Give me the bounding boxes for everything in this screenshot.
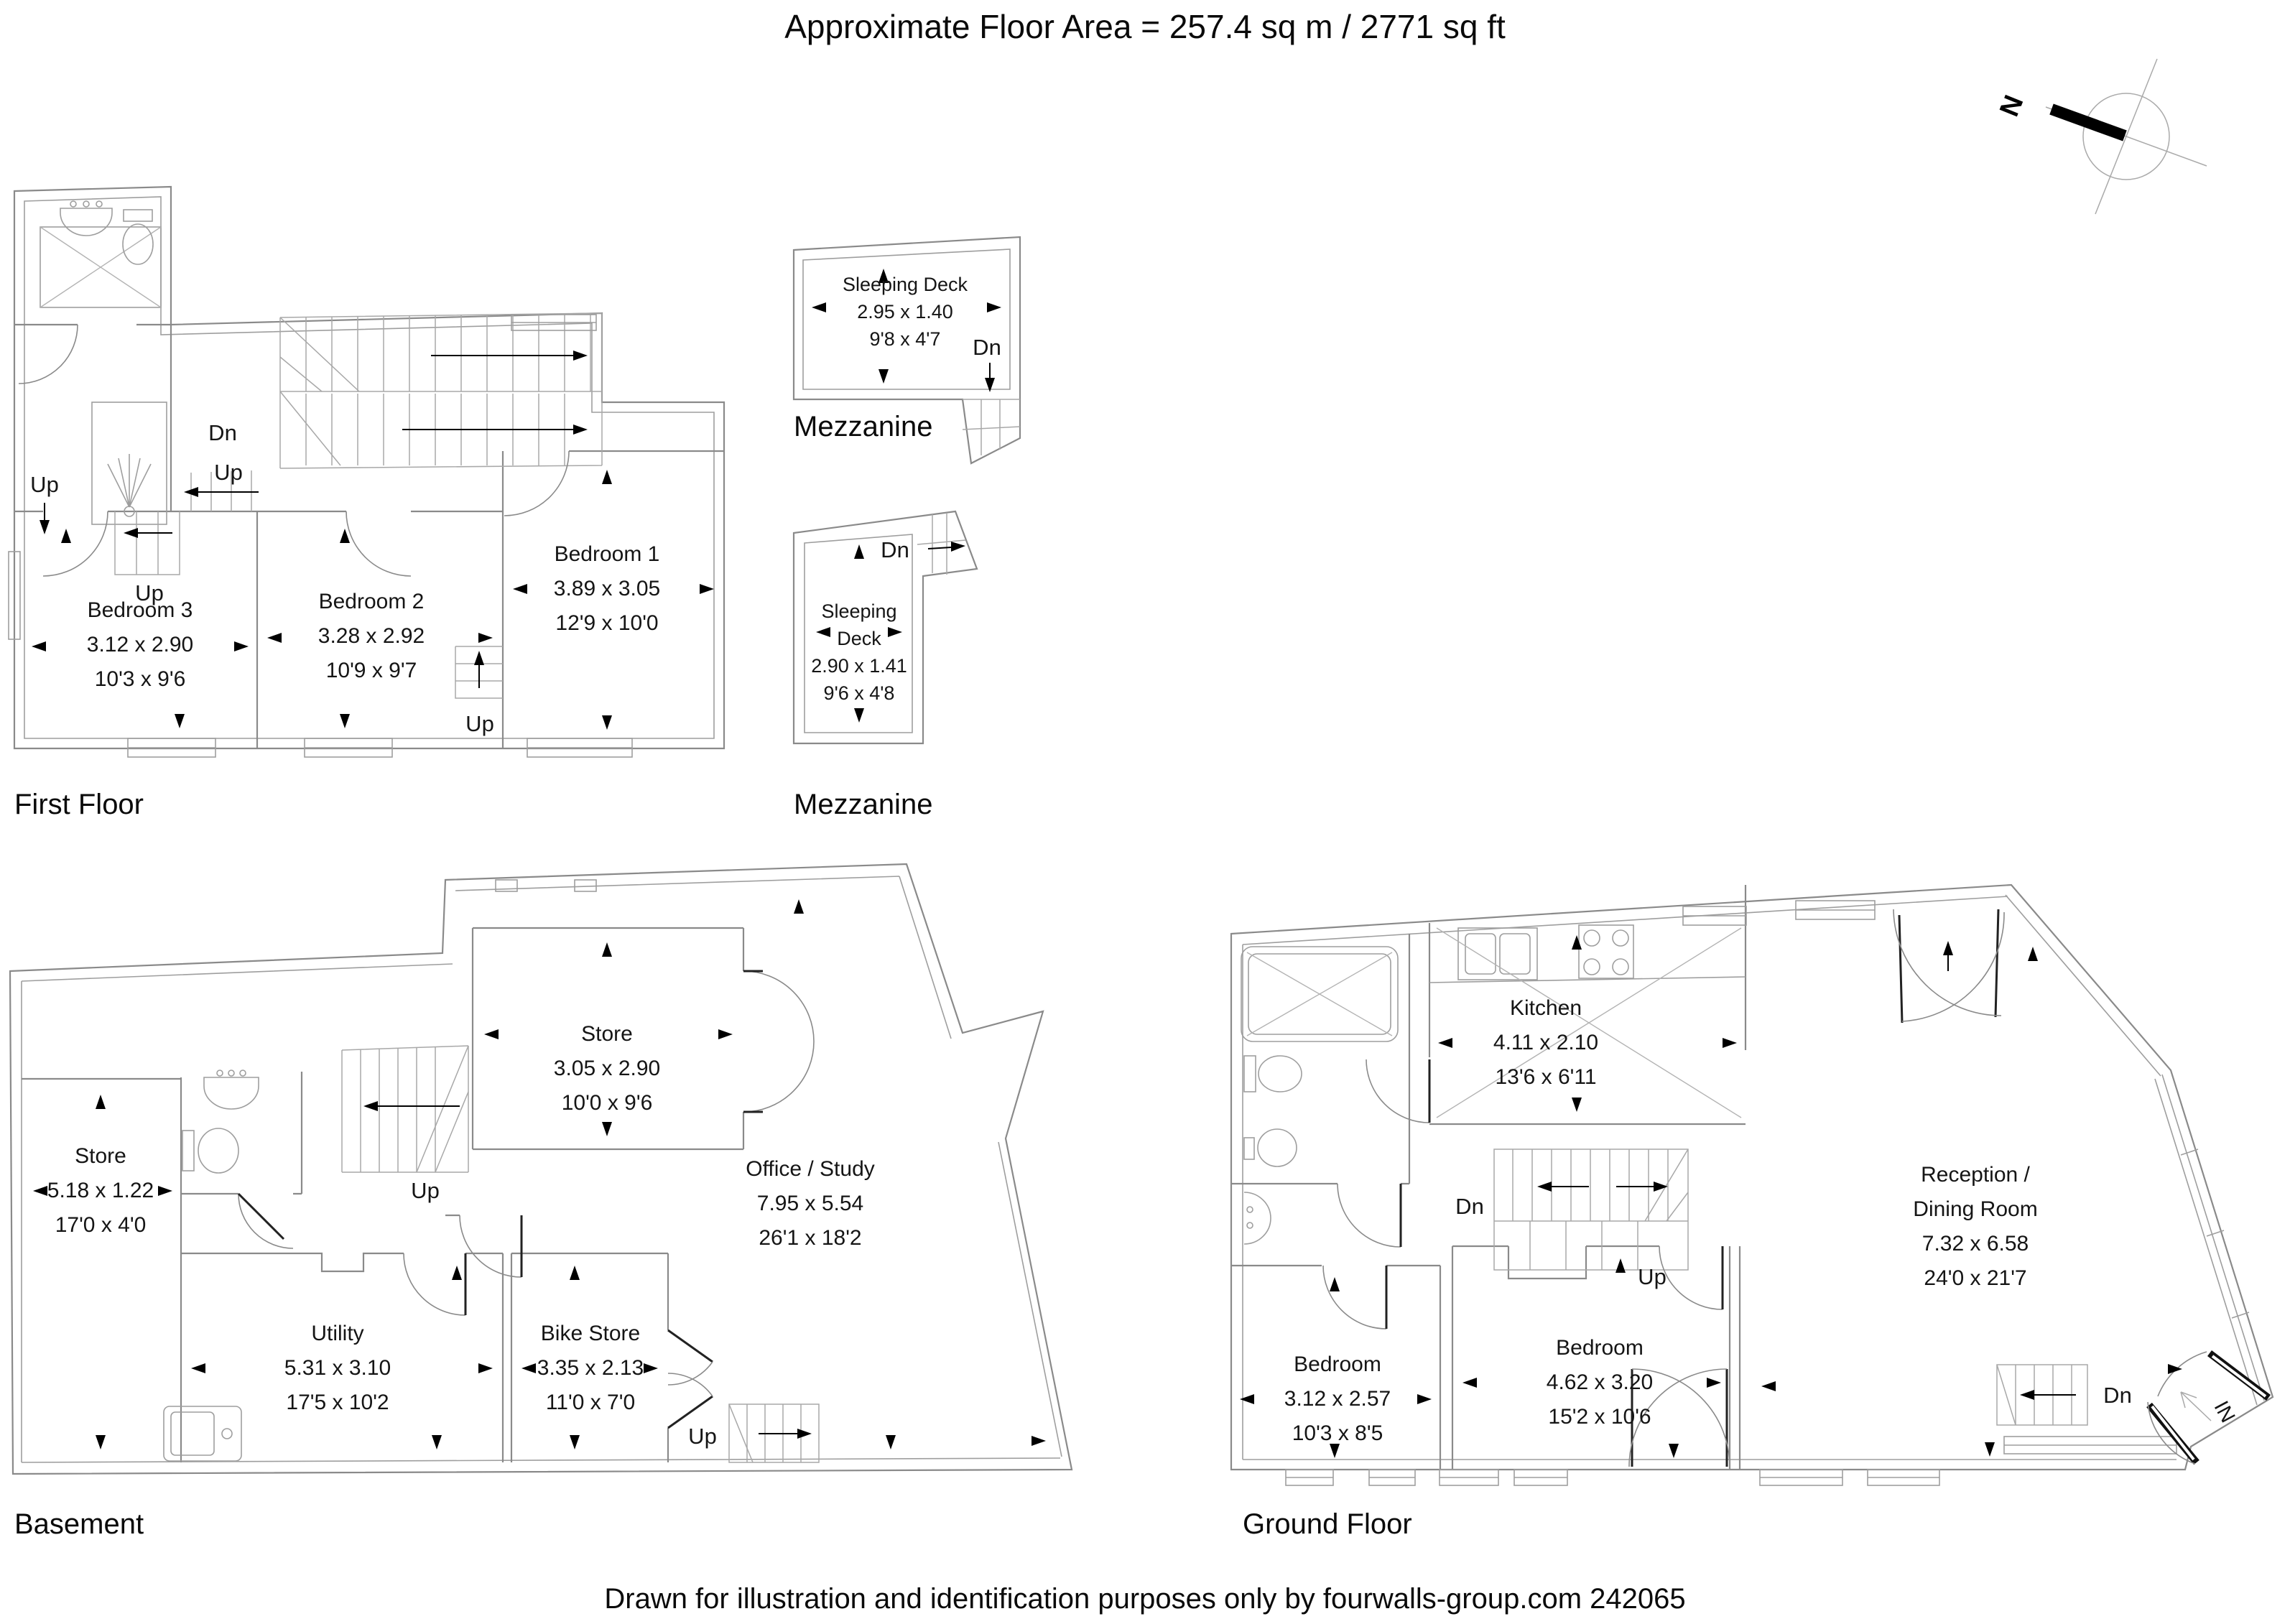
dim-arrow [700, 584, 714, 594]
room-dim-metric: 2.90 x 1.41 [811, 655, 907, 677]
room-dim-imperial: 26'1 x 18'2 [759, 1226, 862, 1250]
dim-arrow [1985, 1442, 1995, 1457]
dim-arrow [570, 1266, 580, 1280]
dim-arrow [854, 544, 864, 559]
dim-arrow [1417, 1394, 1432, 1404]
door-arc [43, 511, 108, 576]
bidet [1258, 1129, 1297, 1166]
sink-unit [164, 1406, 241, 1461]
basement-wc [182, 1070, 293, 1248]
dim-arrow [1462, 1378, 1477, 1388]
room-label-bike-store [537, 1317, 644, 1420]
entry-in-label: IN [2209, 1397, 2240, 1427]
stair-winders [729, 1404, 753, 1462]
sink-bowl [1465, 934, 1496, 974]
mezzanine-stair-right [455, 646, 503, 698]
dim-arrow [96, 1095, 106, 1109]
door-arc [404, 1253, 465, 1315]
dim-arrow [812, 302, 826, 312]
room-name: Kitchen [1509, 996, 1582, 1020]
stair-direction-arrow [124, 528, 138, 538]
room-dim-metric: 4.11 x 2.10 [1493, 1031, 1599, 1054]
dim-arrow [234, 641, 249, 651]
hob [1579, 925, 1633, 978]
door-arc [1366, 1059, 1429, 1123]
bidet-base [1244, 1138, 1254, 1159]
room-dim-imperial: 17'0 x 4'0 [55, 1213, 147, 1237]
room-label-bedroom-large [1547, 1331, 1653, 1434]
dim-arrow [2028, 947, 2038, 961]
room-name: Store [75, 1144, 126, 1168]
stair-winders [1997, 1365, 2016, 1425]
dim-arrow [432, 1435, 442, 1449]
door-arc [668, 1362, 713, 1396]
burner-icon [1613, 959, 1628, 975]
dim-arrow [1572, 1098, 1582, 1112]
stair-label-dn-ground: Dn [1455, 1194, 1484, 1219]
room-dim-metric: 7.32 x 6.58 [1922, 1232, 2029, 1256]
room-dim-metric: 3.12 x 2.90 [86, 633, 194, 656]
dim-arrow [602, 470, 612, 484]
floor-label-mezzanine-lower: Mezzanine [794, 789, 933, 820]
dim-arrow [886, 1435, 896, 1449]
door-leaf [668, 1330, 713, 1428]
basement-staircase [342, 1046, 468, 1172]
dim-arrow [1240, 1394, 1254, 1404]
room-dim-imperial: 10'0 x 9'6 [561, 1091, 653, 1115]
entry-door-leaf-core [2212, 1356, 2266, 1396]
stair-label-dn-ground-right: Dn [2103, 1383, 2132, 1408]
tap-icon [228, 1070, 234, 1076]
room-label-reception-dining [1913, 1158, 2037, 1296]
tap-icon [240, 1070, 246, 1076]
dim-arrow [987, 302, 1001, 312]
room-dim-metric: 3.05 x 2.90 [553, 1057, 661, 1080]
door-leaf [238, 1194, 284, 1239]
room-label-bedroom1 [554, 537, 660, 641]
dim-arrow [96, 1435, 106, 1449]
door-leaf [743, 971, 763, 1112]
stair-direction-arrow [797, 1429, 812, 1439]
room-name: Bike Store [540, 1322, 641, 1345]
room-dim-imperial: 24'0 x 21'7 [1924, 1266, 2027, 1290]
dim-arrow [33, 1186, 47, 1196]
room-dim-imperial: 17'5 x 10'2 [286, 1391, 389, 1414]
dim-arrow [1572, 935, 1582, 950]
room-label-sleeping-deck-upper [843, 271, 968, 353]
dim-arrow [513, 584, 527, 594]
dim-arrow [1615, 1258, 1626, 1273]
stair-outline [1494, 1149, 1688, 1270]
door-arc [346, 511, 411, 576]
dim-arrow [794, 899, 804, 914]
room-label-store-left [47, 1139, 154, 1243]
compass-cross [2046, 59, 2207, 214]
room-dim-metric: 2.95 x 1.40 [857, 301, 953, 323]
dim-arrow [484, 1029, 499, 1039]
dim-arrow [602, 715, 612, 730]
room-dim-imperial: 10'3 x 8'5 [1292, 1421, 1383, 1445]
floor-label-ground: Ground Floor [1243, 1508, 1412, 1540]
ground-mid-staircase [1494, 1149, 1688, 1270]
room-name: Bedroom 3 [87, 598, 193, 622]
room-dim-imperial: 15'2 x 10'6 [1548, 1405, 1651, 1429]
dim-arrow [340, 714, 350, 728]
dim-arrow [1032, 1436, 1046, 1446]
page-footer: Drawn for illustration and identification purposes only by fourwalls-group.com 242065 [604, 1583, 1686, 1615]
room-dim-metric: 5.31 x 3.10 [284, 1356, 391, 1380]
dim-arrow [521, 1363, 536, 1373]
room-dim-imperial: 10'9 x 9'7 [325, 659, 417, 682]
room-dim-imperial: 12'9 x 10'0 [555, 611, 659, 635]
glazing-bar [2181, 1149, 2249, 1318]
room-label-utility [284, 1317, 391, 1420]
toilet-cistern [124, 210, 152, 221]
sink-bowl [171, 1412, 214, 1455]
floor-label-first: First Floor [14, 789, 144, 820]
toilet-cistern [1244, 1056, 1256, 1092]
stair-direction-arrow [1654, 1182, 1668, 1192]
toilet [198, 1128, 238, 1173]
vent-recess [575, 880, 596, 891]
stair-treads [306, 313, 590, 465]
room-name: Reception / [1921, 1163, 2030, 1187]
room-dim-metric: 3.28 x 2.92 [317, 624, 425, 648]
room-label-kitchen [1493, 991, 1598, 1095]
ground-windows [1286, 1437, 2177, 1485]
room-label-store-top [554, 1017, 660, 1120]
dim-arrow [267, 633, 282, 643]
compass-needle [2052, 109, 2125, 136]
dim-arrow [718, 1029, 733, 1039]
dim-arrow [175, 714, 185, 728]
dim-arrow [1330, 1277, 1340, 1291]
stair-label-up-basement-left: Up [411, 1178, 440, 1203]
dim-arrow [32, 641, 46, 651]
stair-label-dn-mezz-upper: Dn [973, 335, 1001, 360]
room-name: Bedroom 1 [554, 542, 660, 566]
stair-direction-arrow [363, 1101, 378, 1111]
shower-spray-icon [108, 454, 151, 507]
stair-label-dn: Dn [208, 420, 237, 445]
stair-treads [963, 399, 1020, 455]
toilet [1258, 1056, 1302, 1092]
room-label-sleeping-deck-lower [811, 598, 907, 707]
stair-label-up-left: Up [30, 472, 59, 497]
room-name: Office / Study [746, 1157, 875, 1181]
room-dim-metric: 7.95 x 5.54 [756, 1192, 864, 1215]
stair-winders [417, 1046, 468, 1172]
dim-arrow [1943, 941, 1953, 955]
bathtub-cross [1247, 952, 1392, 1036]
stair-treads [1513, 1149, 1668, 1270]
stair-direction-arrow [40, 520, 50, 534]
door-arc [743, 1041, 814, 1112]
compass [1994, 59, 2207, 214]
utility-sink-unit [164, 1406, 241, 1461]
room-dim-metric: 3.89 x 3.05 [553, 577, 661, 600]
stair-winders [1645, 1149, 1688, 1221]
floor-label-mezzanine-upper: Mezzanine [794, 411, 933, 442]
sink [204, 1077, 259, 1109]
stair-label-up-corridor: Up [135, 580, 164, 605]
stair-outline [115, 511, 180, 575]
dim-arrow [854, 708, 864, 723]
room-dim-imperial: 9'6 x 4'8 [823, 682, 895, 704]
stair-label-up-right: Up [465, 711, 494, 736]
tap-icon [217, 1070, 223, 1076]
stair-direction-arrow [573, 424, 588, 435]
room-name: Sleeping Deck [842, 274, 968, 295]
main-staircase [184, 313, 602, 511]
room-name: Utility [311, 1322, 364, 1345]
dim-arrow [191, 1363, 205, 1373]
room-label-bedroom2 [318, 585, 425, 688]
room-label-bedroom-small [1284, 1347, 1391, 1451]
stair-direction-arrow [985, 378, 995, 392]
room-dim-metric: 3.35 x 2.13 [537, 1356, 644, 1380]
room-name: Sleeping [821, 600, 897, 622]
mezzanine-stair-left [115, 511, 180, 575]
kitchen-sink-unit [1458, 928, 1537, 980]
door-arc [2158, 1352, 2207, 1396]
tap-icon [1247, 1207, 1253, 1212]
room-label-office-study [746, 1152, 875, 1256]
room-name: Bedroom 2 [318, 590, 425, 613]
room-dim-imperial: 10'3 x 9'6 [94, 667, 186, 691]
dim-arrow [602, 942, 612, 957]
door-arc [743, 971, 814, 1041]
dim-arrow [1761, 1381, 1776, 1391]
door-arc [504, 451, 569, 516]
shower-tray-cross [40, 227, 161, 307]
dim-arrow [570, 1435, 580, 1449]
room-name: Bedroom [1294, 1352, 1381, 1376]
sink [60, 208, 112, 236]
room-name: Bedroom [1556, 1336, 1644, 1360]
room-dim-imperial: 9'8 x 4'7 [869, 328, 941, 350]
stair-label-up: Up [214, 460, 243, 485]
stair-direction-arrow [573, 351, 588, 361]
stair-label-up-ground: Up [1638, 1264, 1666, 1289]
stair-arrow-line [402, 356, 575, 430]
door-arc [1659, 1246, 1723, 1309]
floor-label-basement: Basement [14, 1508, 144, 1540]
ground-right-staircase [1997, 1365, 2087, 1425]
burner-icon [1613, 930, 1628, 946]
shower-cubicle [92, 402, 167, 524]
drain-icon [222, 1429, 232, 1439]
basin [1244, 1192, 1271, 1244]
room-dim-imperial: 11'0 x 7'0 [545, 1391, 636, 1414]
tap-icon [83, 201, 89, 207]
dim-arrow [1438, 1038, 1452, 1048]
toilet [123, 224, 153, 264]
room-label-bedroom3 [87, 593, 193, 697]
dim-arrow [1707, 1378, 1721, 1388]
top-double-doors [1893, 909, 2004, 1023]
room-dim-metric: 4.62 x 3.20 [1546, 1370, 1654, 1394]
tap-icon [1247, 1222, 1253, 1228]
dim-arrow [602, 1122, 612, 1136]
dim-arrow [452, 1266, 462, 1280]
tap-icon [70, 201, 76, 207]
stair-outline [280, 313, 602, 468]
burner-icon [1584, 930, 1600, 946]
entry-arrow [2181, 1392, 2211, 1421]
door-arc [1323, 1266, 1386, 1329]
burner-icon [1584, 959, 1600, 975]
room-dim-metric: 5.18 x 1.22 [47, 1179, 154, 1202]
bathroom [40, 201, 161, 307]
office-staircase [729, 1404, 819, 1462]
dim-arrow [1723, 1038, 1737, 1048]
dim-arrow [478, 633, 493, 643]
room-dim-metric: 3.12 x 2.57 [1284, 1387, 1391, 1411]
page-title: Approximate Floor Area = 257.4 sq m / 2771 sq ft [784, 8, 1506, 45]
sink-drainer [1500, 934, 1530, 974]
door-arc [1893, 909, 2004, 1021]
dim-arrow [478, 1363, 493, 1373]
dim-arrow [1669, 1444, 1679, 1458]
stair-direction-arrow [474, 651, 484, 665]
stair-label-dn-mezz-lower: Dn [881, 537, 909, 562]
tap-icon [96, 201, 102, 207]
dim-arrow [61, 529, 71, 543]
stair-direction-arrow [951, 542, 965, 552]
room-name: Dining Room [1913, 1197, 2038, 1221]
door-arc [19, 325, 78, 384]
room-name: Store [581, 1022, 633, 1046]
door-arc [1338, 1184, 1401, 1247]
dim-arrow [158, 1186, 172, 1196]
compass-north-label: N [1994, 91, 2030, 121]
room-dim-imperial: 13'6 x 6'11 [1495, 1065, 1597, 1089]
stair-arrow-line [928, 547, 951, 549]
toilet-cistern [182, 1131, 194, 1171]
stair-label-up-basement-right: Up [688, 1424, 717, 1449]
ground-bathroom [1241, 947, 1401, 1247]
dim-arrow [644, 1363, 658, 1373]
dim-arrow [340, 529, 350, 543]
stair-direction-arrow [2020, 1390, 2034, 1400]
dim-arrow [879, 369, 889, 384]
room-name: Deck [837, 628, 881, 649]
stair-direction-arrow [1537, 1182, 1552, 1192]
